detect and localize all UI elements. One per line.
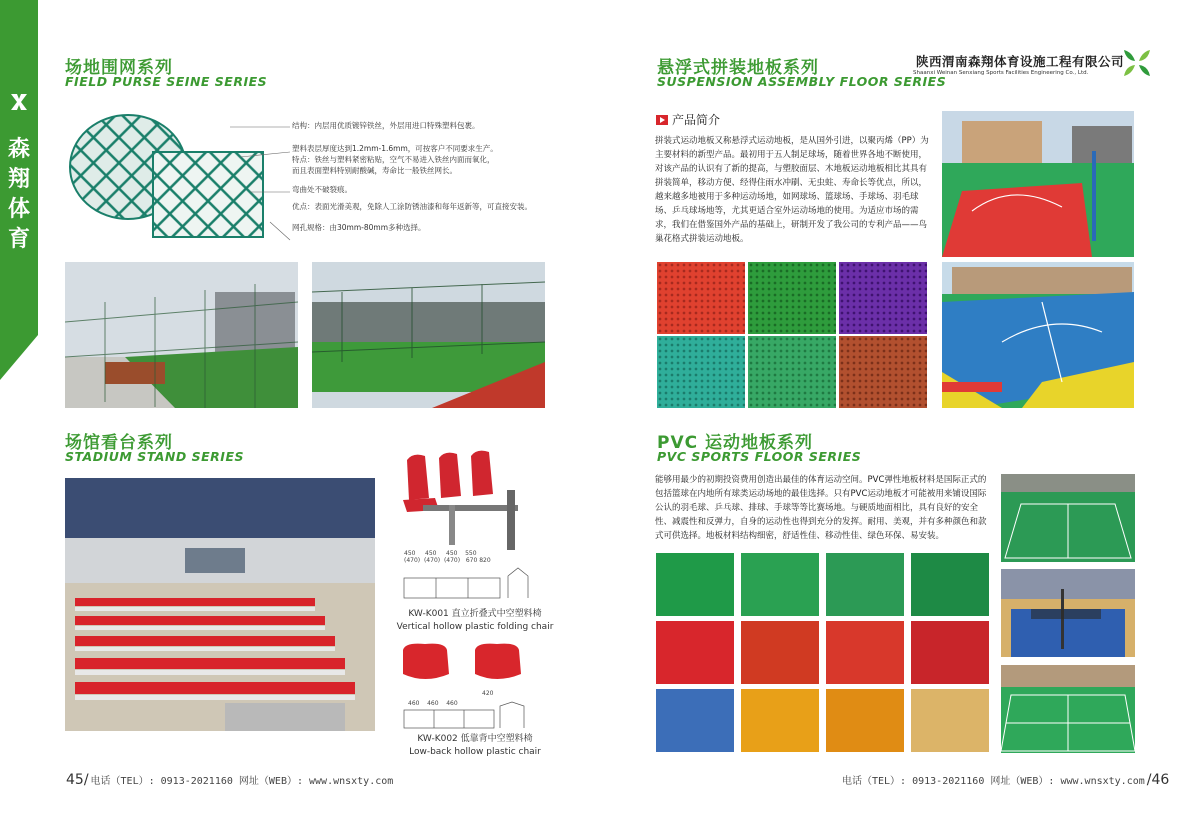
dim-label: 820 xyxy=(479,557,491,564)
suspension-tile-swatches xyxy=(657,262,927,408)
fence-note: 弯曲处不破裂痕。 xyxy=(292,185,352,194)
chair1-image xyxy=(395,450,525,550)
pvc-swatch xyxy=(911,689,989,752)
sidebar-char: 森 xyxy=(7,137,30,162)
basketball-court-photo-blue xyxy=(942,262,1134,408)
dim-label: 450 xyxy=(446,550,458,557)
pvc-subtitle: PVC SPORTS FLOOR SERIES xyxy=(657,449,862,464)
tile-swatch xyxy=(839,336,927,408)
company-name-en: Shaanxi Weinan Senxiang Sports Facilities Engineering Co., Ltd. xyxy=(913,70,1089,76)
sidebar-brand-text xyxy=(6,135,32,255)
fence-notes xyxy=(292,120,532,233)
page-number-left: 45/ xyxy=(66,772,89,788)
sidebar-char: 育 xyxy=(7,227,30,252)
chair2-dim-label-top: 420 xyxy=(482,690,494,697)
fence-subtitle: FIELD PURSE SEINE SERIES xyxy=(65,74,268,89)
chair1-caption xyxy=(385,608,565,634)
pvc-description: 能够用最少的初期投资费用创造出最佳的体育运动空间。PVC弹性地板材料是国际正式的包括篮球在内地所有球类运动场地的最佳选择。只有PVC运动地板才可能被用来铺设国际公认的羽毛球、乒乓球、排球、手球等等比赛场地。与硬质地面相比，具有良好的安全性、减震性和反弹力，自身的运动性也得到充分的发挥。耐用、美观，并有多种颜色和款式可供选择。地板材料结构细密，舒适性佳、移动性佳、绿色环保、易安装。 xyxy=(655,475,987,541)
sidebar-char: 体 xyxy=(7,197,30,222)
pvc-swatch xyxy=(911,621,989,684)
dim-label: 460 xyxy=(446,700,458,707)
dim-label: 550 xyxy=(465,550,477,557)
logo-s-icon xyxy=(7,90,31,114)
fence-note: 塑料表层厚度达到1.2mm-1.6mm，可按客户不同要求生产。 xyxy=(292,144,498,153)
tile-swatch xyxy=(748,336,836,408)
chair2-image xyxy=(395,640,555,690)
pvc-court-photo-3 xyxy=(1001,665,1135,753)
pvc-color-swatches xyxy=(656,553,990,753)
chair2-dimension-drawing xyxy=(400,690,530,735)
fence-photo-1 xyxy=(65,262,298,408)
tile-swatch xyxy=(657,336,745,408)
footer-right xyxy=(842,772,1169,788)
suspension-title: 悬浮式拼装地板系列 xyxy=(657,58,819,78)
pvc-swatch xyxy=(656,553,734,616)
dim-label: (470) xyxy=(443,557,461,564)
basketball-court-photo-red xyxy=(942,111,1134,257)
company-logo-icon xyxy=(1122,48,1152,78)
tile-swatch xyxy=(839,262,927,334)
fence-note: 网孔规格：由30mm-80mm多种选择。 xyxy=(292,223,426,232)
footer-contact-left: 电话（TEL）: 0913-2021160 网址（WEB）: www.wnsxty.com xyxy=(90,776,394,787)
fence-callout-lines xyxy=(230,122,292,247)
dim-label: 460 xyxy=(408,700,420,707)
pvc-swatch xyxy=(826,553,904,616)
pvc-swatch xyxy=(826,621,904,684)
pvc-swatch xyxy=(911,553,989,616)
fence-note: 特点：铁丝与塑料紧密粘贴，空气不易进入铁丝内面而氧化， xyxy=(292,155,495,164)
tile-swatch xyxy=(657,262,745,334)
dim-label: 450 xyxy=(404,550,416,557)
product-intro-heading xyxy=(656,111,720,128)
dim-label: 460 xyxy=(427,700,439,707)
pvc-swatch xyxy=(741,689,819,752)
footer-left xyxy=(66,772,393,788)
stadium-title: 场馆看台系列 xyxy=(65,433,173,453)
footer-contact-right: 电话（TEL）: 0913-2021160 网址（WEB）: www.wnsxty.com xyxy=(842,776,1145,787)
pvc-swatch xyxy=(826,689,904,752)
pvc-court-photo-1 xyxy=(1001,474,1135,562)
chair2-english: Low-back hollow plastic chair xyxy=(409,747,541,757)
chair1-dimension-drawing xyxy=(400,548,535,606)
dim-label: (470) xyxy=(423,557,441,564)
stadium-subtitle: STADIUM STAND SERIES xyxy=(65,449,244,464)
dim-label: 450 xyxy=(425,550,437,557)
dim-label: 670 xyxy=(465,557,478,564)
pvc-swatch xyxy=(656,689,734,752)
play-arrow-icon xyxy=(656,115,668,125)
sidebar-char: 翔 xyxy=(7,167,30,192)
page-number-right: /46 xyxy=(1146,772,1170,788)
chair2-model: KW-K002 低靠背中空塑料椅 xyxy=(417,734,533,744)
stadium-photo xyxy=(65,478,375,731)
fence-note: 而且表面塑料特别耐酸碱，寿命比一般铁丝网长。 xyxy=(292,166,457,175)
pvc-swatch xyxy=(741,621,819,684)
pvc-title: PVC 运动地板系列 xyxy=(657,433,814,453)
chair1-dim-labels xyxy=(404,550,491,564)
pvc-swatch xyxy=(656,621,734,684)
dim-label: (470) xyxy=(404,557,421,564)
product-intro-label: 产品简介 xyxy=(672,113,721,127)
company-name-cn: 陕西渭南森翔体育设施工程有限公司 xyxy=(916,54,1125,69)
chair1-model: KW-K001 直立折叠式中空塑料椅 xyxy=(408,609,542,619)
pvc-swatch xyxy=(741,553,819,616)
suspension-description: 拼装式运动地板又称悬浮式运动地板，是从国外引进，以聚丙烯（PP）为主要材料的新型产品。最初用于五人制足球场，随着世界各地不断使用，对该产品的认识有了新的提高，与塑胶面层、木地板运动地板相比其具有拼装简单，移动方便、经得住雨水冲刷、无虫蛀、寿命长等优点，所以，越来越多地被用于多种运动场地，如网球场、篮球场、手球场、羽毛球场、乒乓球场地等，尤其更适合室外运动场地的使用。为适应市场的需求，我们在借鉴国外产品的基础上，研制开发了我公司的专利产品——鸟巢花格式拼装运动地板。 xyxy=(655,136,929,244)
chair2-caption xyxy=(375,733,575,759)
chair2-dim-labels xyxy=(408,700,458,707)
fence-title: 场地围网系列 xyxy=(65,58,173,78)
pvc-court-photo-2 xyxy=(1001,569,1135,657)
fence-note: 优点：表面光滑美观，免除人工涂防锈油漆和每年返新等，可直接安装。 xyxy=(292,202,532,211)
fence-note: 结构：内层用优质镀锌铁丝，外层用进口特殊塑料包裹。 xyxy=(292,121,480,130)
suspension-subtitle: SUSPENSION ASSEMBLY FLOOR SERIES xyxy=(657,74,947,89)
fence-photo-2 xyxy=(312,262,545,408)
chair1-english: Vertical hollow plastic folding chair xyxy=(396,622,554,632)
tile-swatch xyxy=(748,262,836,334)
